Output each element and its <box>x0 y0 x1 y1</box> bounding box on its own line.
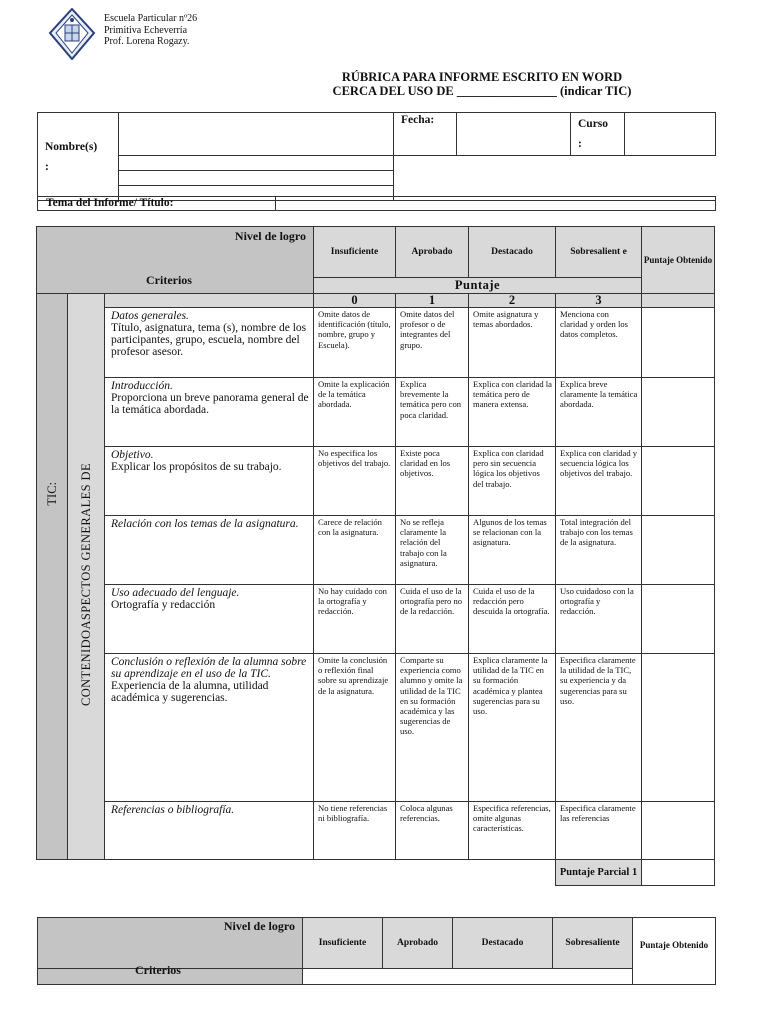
score-input[interactable] <box>642 654 715 802</box>
descriptor-1: Existe poca claridad en los objetivos. <box>396 447 469 516</box>
curso-label: Curso <box>578 118 609 130</box>
puntaje-label: Puntaje <box>314 278 642 294</box>
criterion-body: Explicar los propósitos de su trabajo. <box>111 461 282 473</box>
parcial-spacer <box>37 860 556 886</box>
criterion-cell <box>105 802 314 860</box>
tema-table <box>37 196 716 211</box>
score-input[interactable] <box>642 516 715 585</box>
school-line: Escuela Particular nº26 <box>104 13 198 24</box>
school-line: Primitiva Echeverría <box>104 24 188 36</box>
rubric-table-2 <box>37 917 716 985</box>
descriptor-2: Algunos de los temas se relacionan con la asignatura. <box>469 516 556 585</box>
criterion-title: Datos generales. <box>111 310 189 322</box>
level2-destacado: Destacado <box>453 918 553 969</box>
student-info-table <box>37 112 716 201</box>
rubric-row <box>37 516 715 585</box>
criterion-cell <box>105 585 314 654</box>
fecha-input[interactable] <box>457 113 571 156</box>
tema-label: Tema del Informe/ Título: <box>38 197 276 211</box>
level-destacado: Destacado <box>469 227 556 278</box>
nivel-label-2: Nivel de logro <box>223 919 295 933</box>
descriptor-3: Especifica claramente las referencias <box>556 802 642 860</box>
score-1: 1 <box>396 294 469 308</box>
criterion-body: Proporciona un breve panorama general de la temática abordada. <box>111 392 309 416</box>
nombre-label: Nombre(s) <box>45 140 98 153</box>
side-contenido: CONTENIDOASPECTOS GENERALES DE <box>78 462 93 706</box>
score-input[interactable] <box>642 447 715 516</box>
level2-aprobado: Aprobado <box>383 918 453 969</box>
blank-area <box>394 156 716 201</box>
descriptor-1: Explica brevemente la temática pero con poca claridad. <box>396 378 469 447</box>
criterion-title: Relación con los temas de la asignatura. <box>111 518 299 530</box>
descriptor-2: Explica con claridad pero sin secuencia lógica los objetivos del trabajo. <box>469 447 556 516</box>
criterion-cell <box>105 378 314 447</box>
descriptor-0: No hay cuidado con la ortografía y redacción. <box>314 585 396 654</box>
descriptor-1: Cuida el uso de la ortografía pero no de la redacción. <box>396 585 469 654</box>
descriptor-3: Total integración del trabajo con los temas de la asignatura. <box>556 516 642 585</box>
puntaje-parcial-label: Puntaje Parcial 1 <box>556 860 642 886</box>
school-line: Prof. Lorena Rogazy. <box>104 36 190 47</box>
title-line-1: RÚBRICA PARA INFORME ESCRITO EN WORD <box>341 70 623 84</box>
level-aprobado: Aprobado <box>396 227 469 278</box>
descriptor-2: Cuida el uso de la redacción pero descuida la ortografía. <box>469 585 556 654</box>
descriptor-0: Omite la conclusión o reflexión final sobre su aprendizaje de la asignatura. <box>314 654 396 802</box>
descriptor-0: No especifica los objetivos del trabajo. <box>314 447 396 516</box>
level-sobresaliente: Sobresalient e <box>556 227 642 278</box>
criterion-cell <box>105 447 314 516</box>
puntaje-parcial-input[interactable] <box>642 860 715 886</box>
school-logo-icon <box>48 8 96 60</box>
nivel-label: Nivel de logro <box>234 229 307 243</box>
puntaje-obtenido-header-2: Puntaje Obtenido <box>633 918 716 985</box>
rubric-row <box>37 447 715 516</box>
rubric-row <box>37 654 715 802</box>
criterion-title: Objetivo. <box>111 449 154 461</box>
descriptor-3: Explica con claridad y secuencia lógica los objetivos del trabajo. <box>556 447 642 516</box>
descriptor-3: Menciona con claridad y orden los datos completos. <box>556 308 642 378</box>
curso-input[interactable] <box>625 113 716 156</box>
descriptor-2: Explica con claridad la temática pero de manera extensa. <box>469 378 556 447</box>
criterion-body: Título, asignatura, tema (s), nombre de los participantes, grupo, escuela, nombre del profesor asesor. <box>111 322 307 358</box>
score-3: 3 <box>556 294 642 308</box>
descriptor-1: Omite datos del profesor o de integrantes del grupo. <box>396 308 469 378</box>
descriptor-0: Omite la explicación de la temática abordada. <box>314 378 396 447</box>
criterion-title: Uso adecuado del lenguaje. <box>111 587 240 599</box>
side-tic: TIC: <box>44 482 59 506</box>
criterios-label-2: Criterios <box>135 963 181 977</box>
level-insuficiente: Insuficiente <box>314 227 396 278</box>
descriptor-1: Comparte su experiencia como alumno y omite la utilidad de la TIC en su formación académica y las sugerencias de uso. <box>396 654 469 802</box>
descriptor-0: Omite datos de identificación (título, nombre, grupo y Escuela). <box>314 308 396 378</box>
score-0: 0 <box>314 294 396 308</box>
document-title <box>0 70 768 98</box>
criterion-cell <box>105 516 314 585</box>
criterion-body: Ortografía y redacción <box>111 599 216 611</box>
blank-score-obtained <box>642 294 715 308</box>
descriptor-1: Coloca algunas referencias. <box>396 802 469 860</box>
nombre-input-3[interactable] <box>119 171 394 186</box>
criterios-label: Criterios <box>146 273 192 287</box>
blank-score-cell <box>105 294 314 308</box>
school-info <box>104 13 197 48</box>
criterion-title: Referencias o bibliografía. <box>111 804 235 816</box>
score-2: 2 <box>469 294 556 308</box>
rubric-row <box>37 378 715 447</box>
criterion-cell <box>105 654 314 802</box>
nombre-colon: : <box>45 160 49 173</box>
descriptor-3: Uso cuidadoso con la ortografía y redacción. <box>556 585 642 654</box>
puntaje-row-2 <box>303 969 633 985</box>
nombre-label-cell <box>38 113 119 201</box>
descriptor-0: Carece de relación con la asignatura. <box>314 516 396 585</box>
rubric-row <box>37 802 715 860</box>
score-input[interactable] <box>642 585 715 654</box>
nombre-input-2[interactable] <box>119 156 394 171</box>
criterion-cell <box>105 308 314 378</box>
score-input[interactable] <box>642 378 715 447</box>
score-input[interactable] <box>642 308 715 378</box>
descriptor-2: Explica claramente la utilidad de la TIC en su formación académica y plantea sugerencias para su uso. <box>469 654 556 802</box>
puntaje-obtenido-header: Puntaje Obtenido <box>642 227 715 294</box>
criterios-cell-2 <box>38 963 303 985</box>
level2-sobresaliente: Sobresaliente <box>553 918 633 969</box>
tema-input[interactable] <box>276 197 716 211</box>
descriptor-3: Explica breve claramente la temática abordada. <box>556 378 642 447</box>
criterion-body: Experiencia de la alumna, utilidad académica y sugerencias. <box>111 680 269 704</box>
score-input[interactable] <box>642 802 715 860</box>
descriptor-1: No se refleja claramente la relación del trabajo con la asignatura. <box>396 516 469 585</box>
level2-insuficiente: Insuficiente <box>303 918 383 969</box>
criterion-title: Conclusión o reflexión de la alumna sobre su aprendizaje en el uso de la TIC. <box>111 656 307 680</box>
criterion-title: Introducción. <box>111 380 173 392</box>
descriptor-3: Especifica claramente la utilidad de la TIC, su experiencia y da sugerencias para su uso. <box>556 654 642 802</box>
rubric-table <box>36 226 715 886</box>
side-contenido-cell <box>68 294 105 860</box>
nombre-input-1[interactable] <box>119 113 394 156</box>
rubric-row <box>37 585 715 654</box>
descriptor-2: Especifica referencias, omite algunas características. <box>469 802 556 860</box>
rubric-corner <box>37 227 314 294</box>
rubric-row <box>37 308 715 378</box>
rubric2-corner <box>38 918 303 969</box>
descriptor-2: Omite asignatura y temas abordados. <box>469 308 556 378</box>
curso-colon: : <box>578 138 582 150</box>
side-tic-cell <box>37 294 68 860</box>
fecha-label: Fecha: <box>394 113 457 156</box>
title-line-2: CERCA DEL USO DE ________________ (indicar TIC) <box>332 84 632 98</box>
curso-label-cell <box>571 113 625 156</box>
descriptor-0: No tiene referencias ni bibliografía. <box>314 802 396 860</box>
